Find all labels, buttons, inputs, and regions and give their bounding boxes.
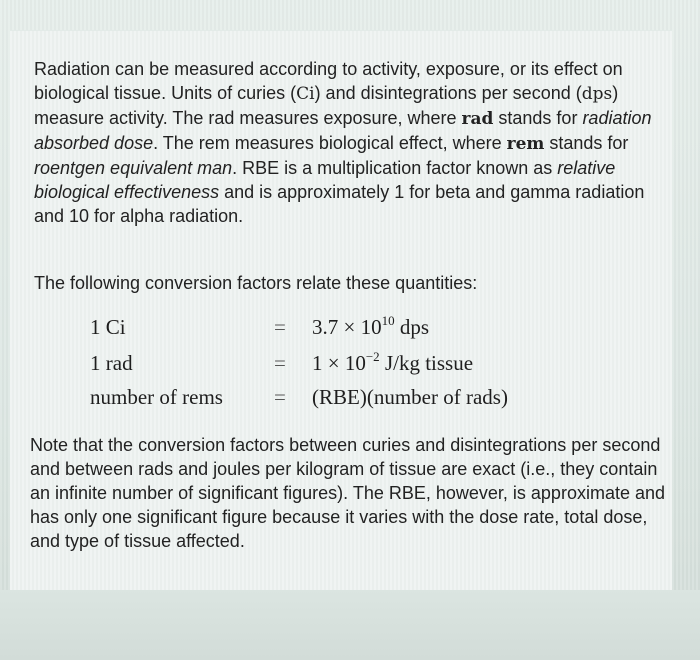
- equals-sign: =: [274, 315, 286, 339]
- equation-curie: [10, 315, 672, 345]
- text-run: stands for: [544, 133, 629, 153]
- conversion-intro: The following conversion factors relate these quantities:: [34, 273, 478, 293]
- equation-lhs: number of rems: [90, 385, 223, 409]
- text-run: . RBE is a multiplication factor known as: [232, 158, 558, 178]
- rhs-base: 3.7 × 10: [312, 315, 382, 339]
- unit-rad: rad: [461, 109, 494, 129]
- equation-rem: [10, 385, 672, 415]
- rhs-base: (RBE)(number of rads): [312, 385, 508, 409]
- equation-rad: [10, 351, 672, 381]
- unit-rem: rem: [506, 134, 545, 154]
- text-run: stands for: [493, 108, 583, 128]
- rhs-exponent: −2: [365, 349, 380, 364]
- text-run: . The rem measures biological effect, where: [153, 133, 507, 153]
- unit-ci: Ci: [296, 84, 315, 104]
- content-panel: [10, 30, 672, 591]
- equation-lhs: 1 rad: [90, 351, 133, 375]
- rhs-unit: dps: [394, 315, 430, 339]
- equation-rhs: [312, 315, 429, 340]
- intro-paragraph: [34, 57, 664, 228]
- text-run: ) measure activity. The rad measures exposure, where: [34, 83, 619, 128]
- unit-dps: dps: [581, 84, 613, 104]
- equation-lhs: 1 Ci: [90, 315, 126, 339]
- equals-sign: =: [274, 385, 286, 409]
- rad-definition: radiation absorbed dose: [34, 108, 652, 153]
- equation-rhs: [312, 351, 473, 376]
- text-run: and is approximately 1 for beta and gamma radiation and 10 for alpha radiation.: [34, 182, 645, 226]
- rbe-definition: relative biological effectiveness: [34, 158, 616, 202]
- equation-rhs: [312, 385, 508, 410]
- rhs-exponent: 10: [381, 313, 395, 328]
- lower-background: [0, 590, 700, 660]
- rhs-base: 1 × 10: [312, 351, 366, 375]
- rem-definition: roentgen equivalent man: [34, 158, 233, 178]
- text-run: Radiation can be measured according to activity, exposure, or its effect on biological tissue. Units of curies (: [34, 59, 623, 103]
- text-run: ) and disintegrations per second (: [314, 83, 582, 103]
- equals-sign: =: [274, 351, 286, 375]
- note-paragraph: Note that the conversion factors between curies and disintegrations per second and between rads and joules per kilogram of tissue are exact (i.e., they contain an infinite number of significant figures). The RBE, however, is approximate and has only one significant figure because it varies with the dose rate, total dose, and type of tissue affected.: [30, 435, 666, 551]
- rhs-unit: J/kg tissue: [379, 351, 474, 375]
